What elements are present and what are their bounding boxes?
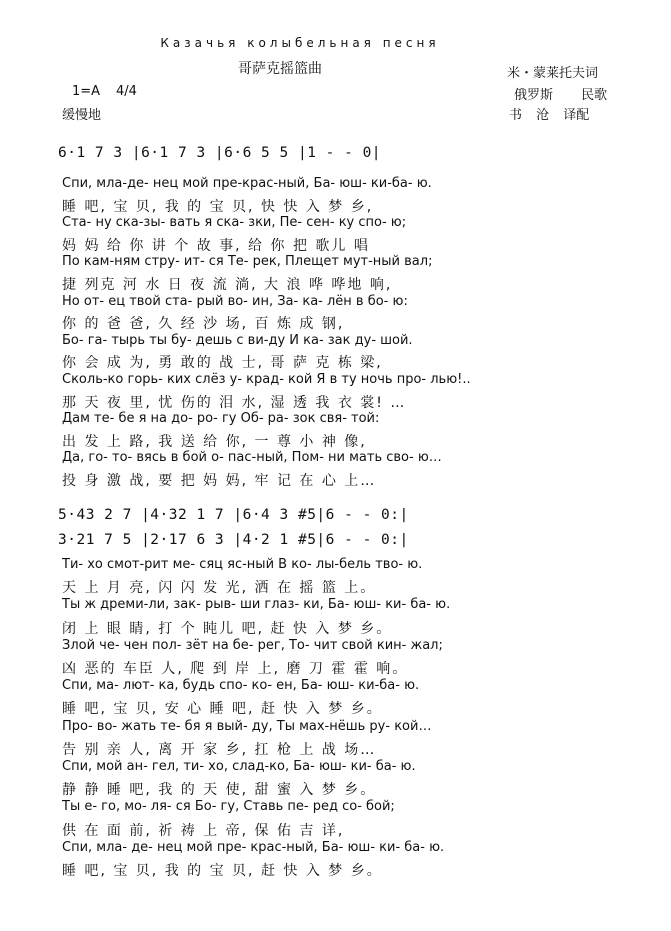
melody-line-2a: 5·43 2 7 |4·32 1 7 |6·4 3 #5|6 - - 0:|	[58, 507, 409, 523]
lyric-line: Спи, ма- лют- ка, будь спо- ко- ен, Ба- юш- ки-ба- ю.	[62, 678, 420, 694]
lyric-line: 凶 恶的 车臣 人, 爬 到 岸 上, 磨 刀 霍 霍 响。	[62, 661, 409, 677]
tempo-marking: 缓慢地	[62, 108, 102, 123]
lyric-line: Сколь-ко горь- ких слёз у- крад- кой Я в ту ночь про- лью!..	[62, 372, 471, 387]
lyric-line: 闭 上 眼 睛, 打 个 盹儿 吧, 赶 快 入 梦 乡。	[62, 620, 393, 637]
russian-title: Казачья колыбельная песня	[160, 36, 440, 50]
lyric-line: Ти- хо смот-рит ме- сяц яс-ный В ко- лы-бель тво- ю.	[62, 557, 423, 572]
lyric-line: Про- во- жать те- бя я вый- ду, Ты мах-нёшь ру- кой…	[62, 718, 432, 734]
lyric-line: 睡 吧, 宝 贝, 我 的 宝 贝, 快 快 入 梦 乡,	[62, 198, 374, 215]
lyric-line: Спи, мой ан- гел, ти- хо, слад-ко, Ба- юш- ки- ба- ю.	[62, 759, 416, 774]
lyric-line: 供 在 面 前, 祈 祷 上 帝, 保 佑 吉 详,	[62, 822, 345, 839]
lyric-line: 投 身 激 战, 要 把 妈 妈, 牢 记 在 心 上…	[62, 473, 377, 489]
lyric-line: Бо- га- тырь ты бу- дешь с ви-ду И ка- зак ду- шой.	[62, 332, 413, 348]
lyric-line: По кам-ням стру- ит- ся Те- рек, Плещет мут-ный вал;	[62, 254, 433, 270]
lyric-line: 睡 吧, 宝 贝, 我 的 宝 贝, 赶 快 入 梦 乡。	[62, 863, 383, 879]
lyric-line: Дам те- бе я на до- ро- гу Об- ра- зок свя- той:	[62, 411, 380, 427]
lyric-line: Злой че- чен пол- зёт на бе- рег, То- чит свой кин- жал;	[62, 637, 443, 653]
melody-line-2b: 3·21 7 5 |2·17 6 3 |4·2 1 #5|6 - - 0:|	[58, 532, 409, 548]
lyric-line: 你 会 成 为, 勇 敢的 战 士, 哥 萨 克 栋 梁,	[62, 355, 383, 372]
lyric-line: 那 天 夜 里, 忧 伤的 泪 水, 湿 透 我 衣 裳! …	[62, 394, 407, 411]
lyric-line: Ты ж дреми-ли, зак- рыв- ши глаз- ки, Ба- юш- ки- ба- ю.	[62, 597, 451, 613]
translator-credit: 书 沧 译配	[509, 108, 590, 123]
lyric-line: 静 静 睡 吧, 我 的 天 使, 甜 蜜 入 梦 乡。	[62, 782, 377, 799]
lyric-line: Ста- ну ска-зы- вать я ска- зки, Пе- сен- ку спо- ю;	[62, 215, 407, 231]
lyric-line: 出 发 上 路, 我 送 给 你, 一 尊 小 神 像,	[62, 433, 367, 450]
lyric-line: 捷 列克 河 水 日 夜 流 淌, 大 浪 哗 哗地 响,	[62, 277, 393, 293]
lyric-line: 妈 妈 给 你 讲 个 故 事, 给 你 把 歌儿 唱	[62, 237, 370, 254]
melody-line-1: 6·1 7 3 |6·1 7 3 |6·6 5 5 |1 - - 0|	[58, 145, 382, 161]
time-signature: 4/4	[116, 84, 137, 99]
folk-credit: 俄罗斯 民歌	[514, 88, 608, 103]
lyric-line: 睡 吧, 宝 贝, 安 心 睡 吧, 赶 快 入 梦 乡。	[62, 701, 383, 718]
lyricist-credit: 米・蒙莱托夫词	[507, 66, 599, 81]
key-signature: 1=A	[72, 84, 101, 99]
lyric-line: 你 的 爸 爸, 久 经 沙 场, 百 炼 成 钢,	[62, 316, 345, 333]
lyric-line: Спи, мла- де- нец мой пре- крас-ный, Ба- юш- ки- ба- ю.	[62, 839, 445, 855]
lyric-line: Да, го- то- вясь в бой о- пас-ный, Пом- ни мать сво- ю…	[62, 450, 442, 466]
lyric-line: 天 上 月 亮, 闪 闪 发 光, 洒 在 摇 篮 上。	[62, 580, 377, 597]
chinese-title: 哥萨克摇篮曲	[238, 61, 322, 77]
lyric-line: Но от- ец твой ста- рый во- ин, За- ка- лён в бо- ю:	[62, 293, 408, 309]
lyric-line: 告 别 亲 人, 离 开 家 乡, 扛 枪 上 战 场…	[62, 741, 377, 758]
lyric-line: Ты е- го, мо- ля- ся Бо- гу, Ставь пе- ред со- бой;	[62, 799, 395, 815]
lyric-line: Спи, мла-де- нец мой пре-крас-ный, Ба- юш- ки-ба- ю.	[62, 176, 432, 191]
